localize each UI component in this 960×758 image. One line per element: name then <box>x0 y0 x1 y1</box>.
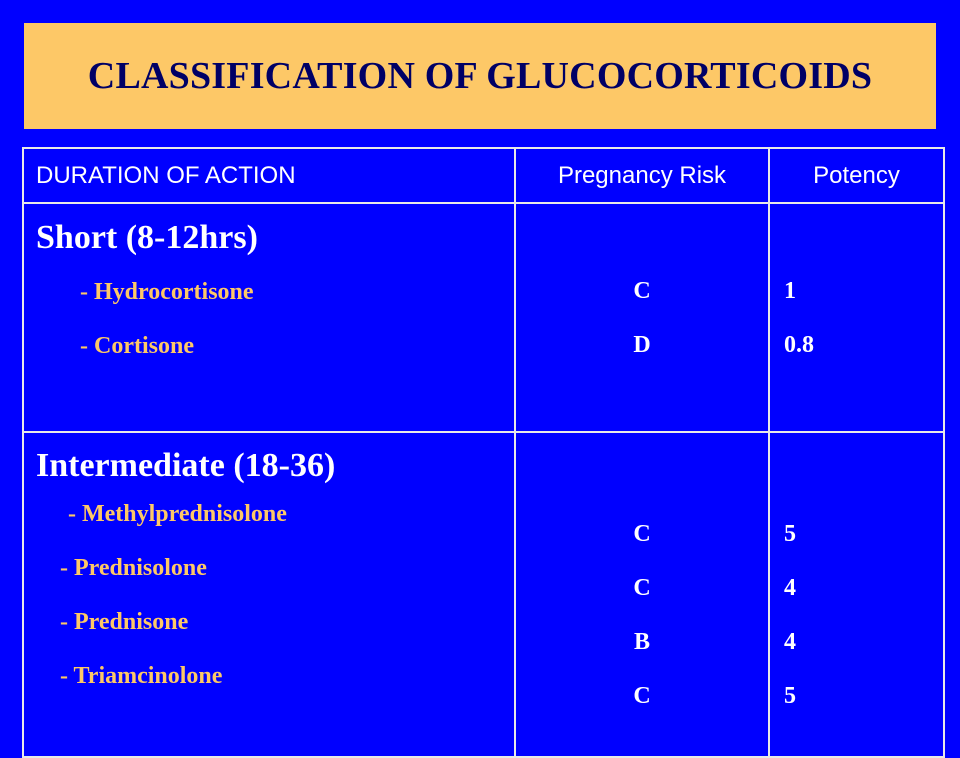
risk-cell-short <box>515 203 769 432</box>
header-duration: DURATION OF ACTION <box>23 148 515 203</box>
potency-value: 1 <box>784 277 796 304</box>
header-pregnancy-risk: Pregnancy Risk <box>515 148 769 203</box>
risk-value: C <box>633 277 651 304</box>
potency-cell-short <box>769 203 944 432</box>
duration-cell-intermediate <box>23 432 515 757</box>
group-title-short: Short (8-12hrs) <box>36 219 258 256</box>
potency-value: 5 <box>784 682 796 709</box>
risk-value: C <box>633 520 651 547</box>
table-row-intermediate <box>23 432 944 757</box>
table-row-short <box>23 203 944 432</box>
potency-cell-intermediate <box>769 432 944 757</box>
header-potency: Potency <box>769 148 944 203</box>
drug-hydrocortisone: - Hydrocortisone <box>80 279 254 305</box>
drug-prednisone: - Prednisone <box>60 609 189 635</box>
risk-value: C <box>633 682 651 709</box>
risk-value: B <box>633 628 650 655</box>
potency-value: 4 <box>784 628 796 655</box>
drug-triamcinolone: - Triamcinolone <box>60 663 223 689</box>
risk-value: D <box>633 331 651 358</box>
risk-cell-intermediate <box>515 432 769 757</box>
table-header-row <box>23 148 944 203</box>
drug-cortisone: - Cortisone <box>80 333 194 359</box>
group-title-intermediate: Intermediate (18-36) <box>36 447 336 484</box>
potency-value: 0.8 <box>784 331 814 358</box>
drug-methylprednisolone: - Methylprednisolone <box>68 501 287 527</box>
drug-prednisolone: - Prednisolone <box>60 555 207 581</box>
risk-value: C <box>633 574 651 601</box>
title-banner <box>24 23 936 129</box>
classification-table <box>22 147 945 758</box>
duration-cell-short <box>23 203 515 432</box>
potency-value: 5 <box>784 520 796 547</box>
potency-value: 4 <box>784 574 796 601</box>
slide-title: CLASSIFICATION OF GLUCOCORTICOIDS <box>87 55 873 97</box>
